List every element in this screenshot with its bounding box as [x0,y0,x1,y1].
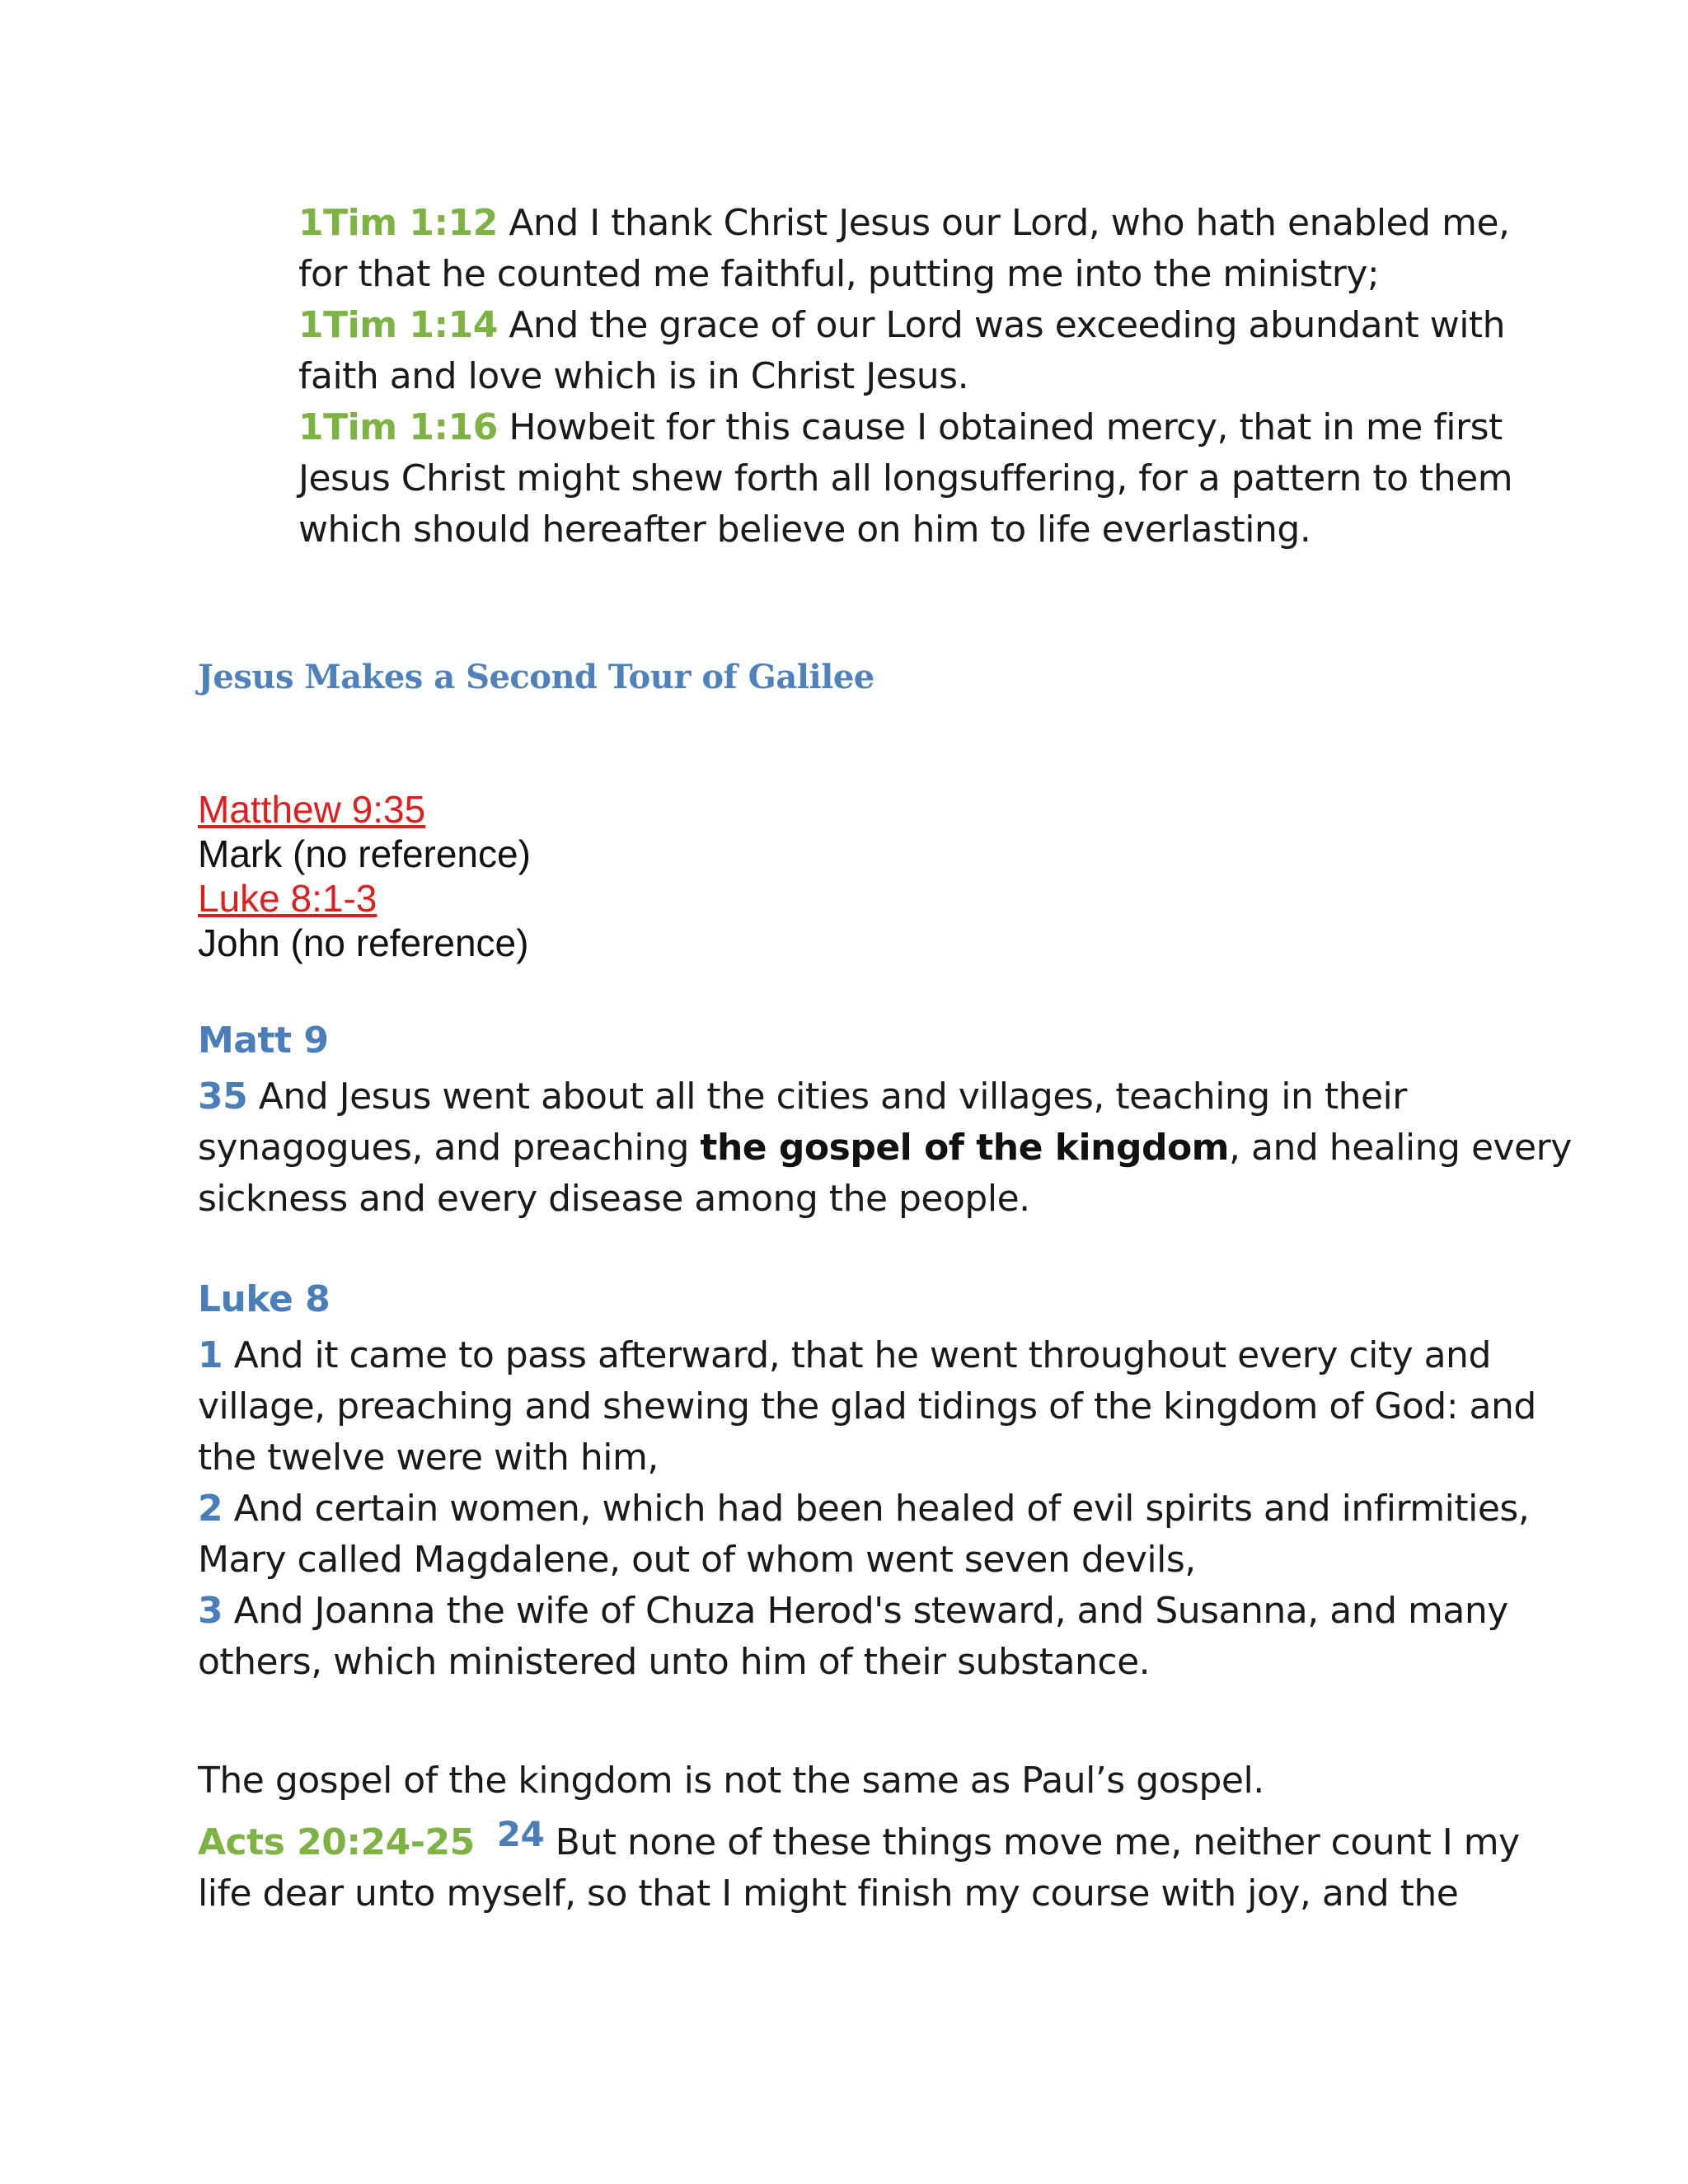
verse-line [198,1330,1536,1381]
cross-ref-text: John (no reference) [198,921,529,964]
verse-line [298,300,1512,351]
cross-ref-text: Mark (no reference) [198,832,531,875]
verse-line [198,1483,1536,1535]
verse-text: And it came to pass afterward, that he went throughout every city and [233,1334,1491,1376]
verse-text: others, which ministered unto him of their substance. [198,1641,1151,1683]
verse-number: 1 [198,1334,223,1376]
verse-text: But none of these things move me, neither count I my [555,1821,1520,1863]
verse-text: faith and love which is in Christ Jesus. [298,355,969,397]
verse-line [198,1586,1536,1637]
cross-ref-link[interactable]: Luke 8:1-3 [198,877,377,920]
verse-text: And the grace of our Lord was exceeding abundant with [509,304,1506,346]
verse-text: And certain women, which had been healed of evil spirits and infirmities, [233,1488,1530,1530]
cross-ref-link[interactable]: Matthew 9:35 [198,788,426,831]
verse-text: Howbeit for this cause I obtained mercy, that in me first [509,406,1503,448]
verse-text: And I thank Christ Jesus our Lord, who hath enabled me, [509,202,1510,244]
verse-line [298,402,1512,453]
verse-text: , and healing every [1229,1127,1572,1169]
verse-number: 24 [496,1814,545,1854]
verse-text: which should hereafter believe on him to life everlasting. [298,509,1311,551]
verse-reference: 1Tim 1:12 [298,202,498,244]
verse-text: for that he counted me faithful, putting me into the ministry; [298,253,1380,295]
verse-reference: Acts 20:24-25 [198,1821,475,1863]
verse-number: 2 [198,1488,223,1530]
cross-references [198,787,531,965]
verse-text: And Joanna the wife of Chuza Herod's steward, and Susanna, and many [233,1590,1508,1632]
verse-reference: 1Tim 1:16 [298,406,498,448]
matthew-passage [198,1015,1572,1225]
verse-text: life dear unto myself, so that I might finish my course with joy, and the [198,1872,1459,1915]
verse-line [198,1814,1520,1868]
verse-text: synagogues, and preaching [198,1127,701,1169]
verse-line [198,1122,1572,1174]
verse-number: 3 [198,1590,223,1632]
verse-text: Jesus Christ might shew forth all longsuffering, for a pattern to them [298,457,1513,499]
verse-number: 35 [198,1076,248,1118]
chapter-heading: Matt 9 [198,1019,329,1062]
verse-line [298,198,1512,249]
verse-text: And Jesus went about all the cities and villages, teaching in their [258,1076,1407,1118]
acts-passage [198,1814,1520,1919]
commentary-text: The gospel of the kingdom is not the same as Paul’s gospel. [198,1760,1264,1802]
tim-verses [298,198,1512,555]
verse-text: village, preaching and shewing the glad tidings of the kingdom of God: and [198,1385,1536,1427]
section-title: Jesus Makes a Second Tour of Galilee [198,658,874,696]
verse-line [198,1071,1572,1122]
emphasis-text: the gospel of the kingdom [700,1127,1230,1169]
verse-reference: 1Tim 1:14 [298,304,498,346]
verse-text: Mary called Magdalene, out of whom went seven devils, [198,1539,1196,1581]
verse-text: the twelve were with him, [198,1436,659,1479]
luke-passage [198,1274,1536,1688]
chapter-heading: Luke 8 [198,1278,331,1320]
verse-text: sickness and every disease among the people. [198,1178,1030,1220]
